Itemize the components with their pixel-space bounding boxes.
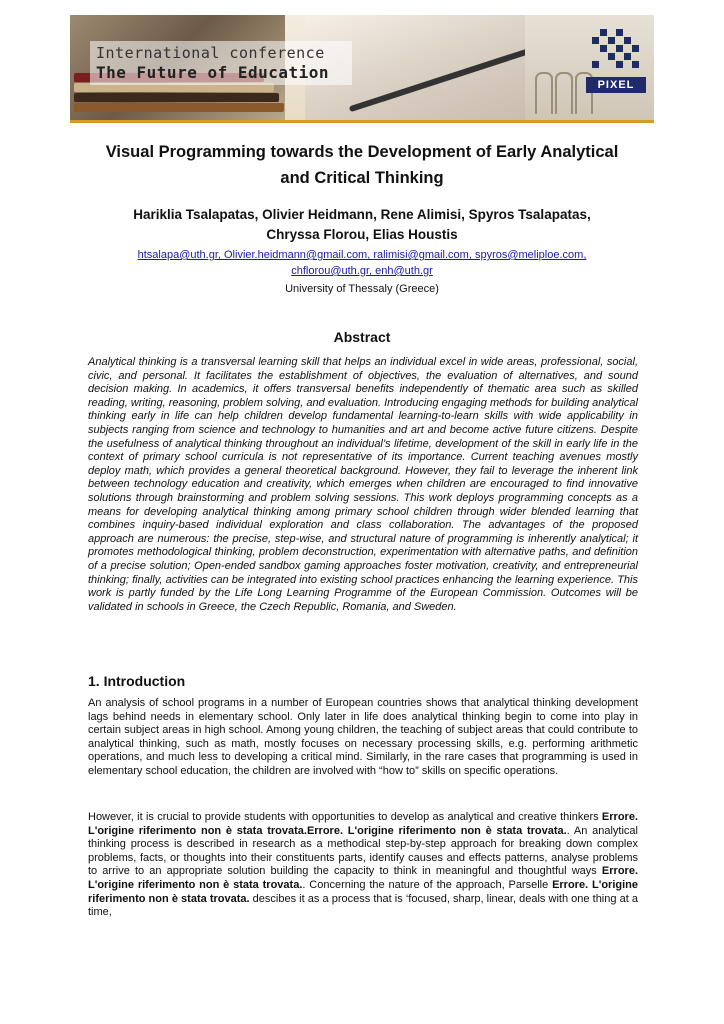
introduction-heading: 1. Introduction xyxy=(88,673,186,689)
reference-error: Errore. L'origine riferimento non è stata trovata. xyxy=(88,878,638,905)
pixel-grid-icon xyxy=(592,29,640,73)
paragraph-text: descibes it as a process that is ‘focused, sharp, linear, deals with one thing at a time, xyxy=(88,892,638,919)
pixel-logo-text: PIXEL xyxy=(586,77,646,93)
email-links-line2[interactable]: chflorou@uth.gr, enh@uth.gr xyxy=(291,265,433,277)
affiliation: University of Thessaly (Greece) xyxy=(285,283,439,295)
banner-title-line1: International conference xyxy=(96,44,325,62)
introduction-paragraph-2 xyxy=(88,811,638,920)
paragraph-text: . An analytical thinking process is described in research as a methodical step-by-step approach for breaking down complex problems, facts, or thoughts into their constituents parts, identify causes and effects patterns, analyse problems to arrive to an appropriate solution building the capacity to think in meaningful and thoughtful ways xyxy=(88,824,638,878)
pixel-logo xyxy=(586,29,646,103)
banner-title xyxy=(90,41,352,85)
paper-title-line1: Visual Programming towards the Development of Early Analytical xyxy=(105,143,619,161)
reference-error: Errore. L'origine riferimento non è stata trovata.Errore. L'origine riferimento non è stata trovata. xyxy=(88,811,638,837)
paper-title-line2: and Critical Thinking xyxy=(280,169,444,187)
author-list-line2: Chryssa Florou, Elias Houstis xyxy=(266,227,458,242)
conference-banner xyxy=(70,15,654,123)
author-emails xyxy=(60,247,664,279)
abstract-heading: Abstract xyxy=(333,329,391,345)
reference-error: Errore. L'origine riferimento non è stata trovata. xyxy=(88,865,638,891)
author-list-line1: Hariklia Tsalapatas, Olivier Heidmann, Rene Alimisi, Spyros Tsalapatas, xyxy=(133,207,591,222)
introduction-paragraph-1: An analysis of school programs in a number of European countries shows that analytical thinking development lags behind needs in elementary school. Only later in life does analytical thinking begin to come into play in certain subject areas in high school. Among young children, the teaching of subject areas that could contribute to analytical thinking, such as math, mostly focuses on necessary processing skills, e.g. performing arithmetic operations, and much less to developing a critical mind. Similarly, in the rare cases that programming is used in elementary school education, the children are involved with “how to” skills on specific operations. xyxy=(88,697,638,777)
author-list xyxy=(60,205,664,245)
paper-title xyxy=(60,139,664,191)
email-links-line1[interactable]: htsalapa@uth.gr, Olivier.heidmann@gmail.com, ralimisi@gmail.com, spyros@meliploe.com, xyxy=(137,249,587,261)
banner-title-line2: The Future of Education xyxy=(96,63,330,82)
paragraph-text: . Concerning the nature of the approach, Parselle xyxy=(302,878,553,891)
abstract-text: Analytical thinking is a transversal learning skill that helps an individual excel in wide areas, professional, social, civic, and personal. It facilitates the establishment of objectives, the evaluation of alternatives, and sound decision making. In academics, it offers transversal benefits independently of thematic area such as skilled reading, writing, reasoning, problem solving, and evaluation. Introducing engaging methods for building analytical thinking early in life can help children develop fundamental learning-to-learn skills with wide applicability in subjects ranging from science and technology to humanities and art and become active future citizens. Despite the usefulness of analytical thinking throughout an individual’s lifetime, development of the skill in early life in the context of primary school curricula is not representative of its importance. Current teaching avenues mostly deploy math, which provides a general theoretical background. However, they fail to leverage the inherent link between technology education and creativity, which emerges when children are encouraged to find innovative solutions through brainstorming and problem solving sessions. This work deploys programming concepts as a means for developing analytical thinking among primary school children through wider blended learning that combines inquiry-based individual exploration and class collaboration. The advantages of the proposed approach are numerous: the precise, step-wise, and structural nature of programming is inherently analytical; it promotes methodological thinking, problem deconstruction, experimentation with alternative paths, and definition of a precise solution; Open-ended sandbox gaming approaches foster motivation, creativity, and entrepreneurial thinking; finally, activities can be integrated into existing school practices enhancing the learning experience. This work is partly funded by the Life Long Learning Programme of the European Commission. Outcomes will be validated in schools in Greece, the Czech Republic, Romania, and Sweden. xyxy=(88,356,638,613)
paragraph-text: However, it is crucial to provide students with opportunities to develop as analytical and creative thinkers xyxy=(88,811,602,823)
